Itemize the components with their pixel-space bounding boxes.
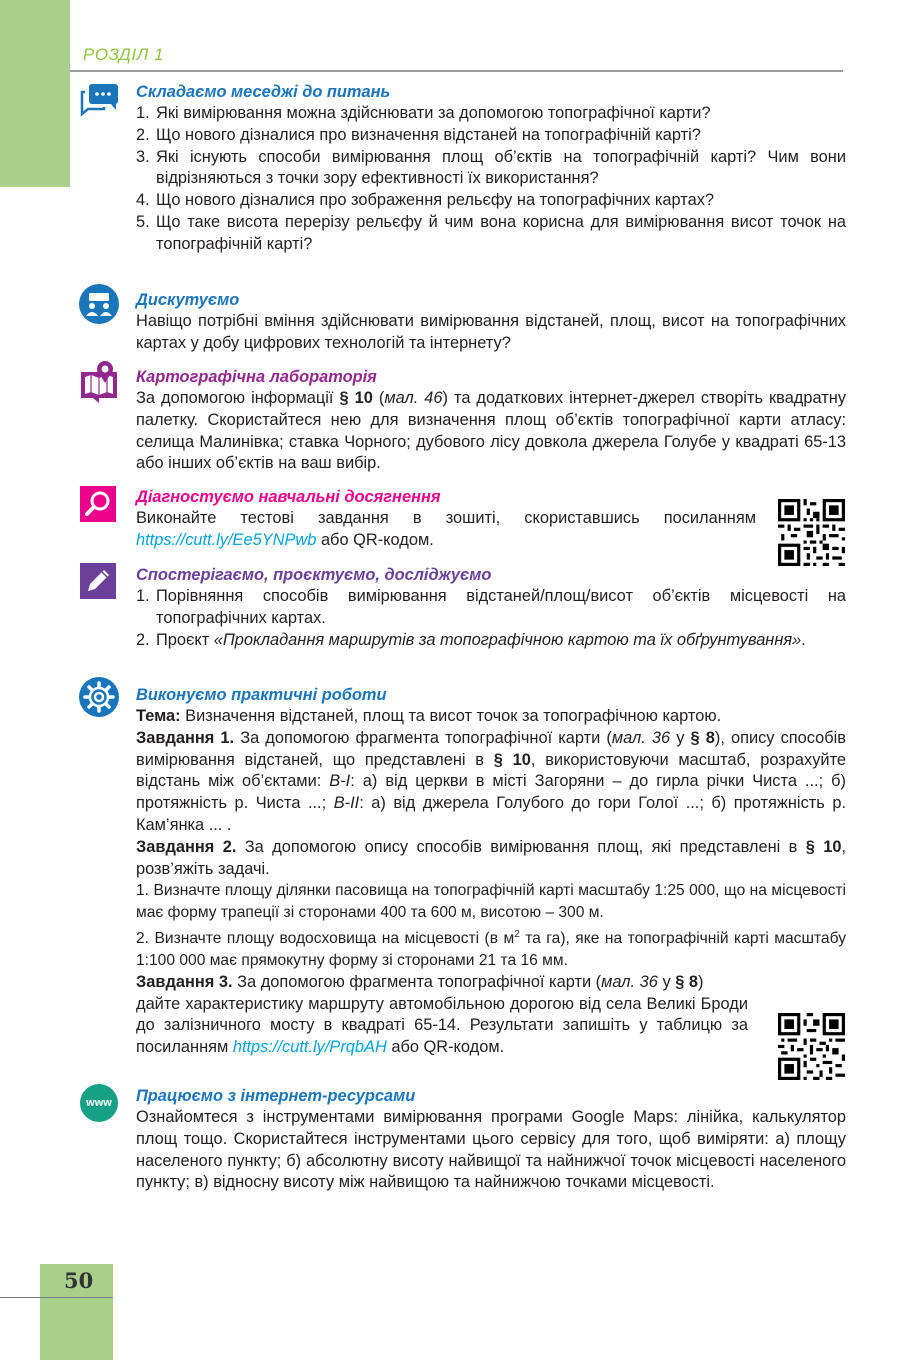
list-item xyxy=(136,586,846,630)
section-title-lab: Картографічна лабораторія xyxy=(136,368,377,386)
item-text: Порівняння способів вимірювання відстаней/площ/висот об’єктів місцевості на топографічних картах. xyxy=(156,587,846,627)
item-number: 2. xyxy=(136,630,150,649)
observe-list xyxy=(136,586,846,651)
paragraph-ref: § 10 xyxy=(805,837,842,856)
figure-ref: мал. 36 xyxy=(601,972,658,991)
item-number: 4. xyxy=(136,191,150,210)
item-text: Що нового дізналися про визначення відстаней на топографічній карті? xyxy=(156,125,701,144)
text-run: та га), яке на топографічній карті масштабу 1:100 000 має прямокутну форму зі сторонами 21 та 16 мм. xyxy=(136,930,846,969)
text-run: За допомогою фрагмента топографічної карти ( xyxy=(232,972,602,991)
task3-intro xyxy=(136,972,846,994)
questions-list xyxy=(136,103,846,256)
text-run: За допомогою фрагмента топографічної карти ( xyxy=(234,728,612,747)
text-run: : а) від церкви в місті Загоряни – до гирла річки Чиста ...; б) протяжність р. Чиста ...; xyxy=(136,772,846,813)
paragraph-ref: § 10 xyxy=(339,389,373,407)
text-run: у xyxy=(670,728,691,747)
superscript: 2 xyxy=(514,928,520,940)
section-title-messages: Складаємо меседжі до питань xyxy=(136,83,391,101)
section-messages xyxy=(136,82,846,256)
item-text: . xyxy=(801,630,806,649)
text-run: За допомогою опису способів вимірювання площ, які представлені в xyxy=(236,837,806,856)
chat-bubble-icon xyxy=(80,82,120,118)
qr-code-diagnose xyxy=(778,499,845,566)
section-observe xyxy=(136,565,846,651)
figure-ref: мал. 36 xyxy=(611,728,671,747)
item-text: Які існують способи вимірювання площ об’єктів на топографічній карті? Чим вони відрізняються з точки зору ефективності їх використання? xyxy=(156,147,846,188)
section-label: РОЗДІЛ 1 xyxy=(83,45,164,64)
section-discuss xyxy=(136,290,846,355)
item-number: 3. xyxy=(136,147,150,166)
text-run: , розв’яжіть задачі. xyxy=(136,837,846,878)
diagnose-text xyxy=(136,508,756,552)
discuss-text: Навіщо потрібні вміння здійснювати вимірювання відстаней, площ, висот на топографічних картах у добу цифрових технологій та інтернету? xyxy=(136,312,846,352)
practice-topic xyxy=(136,706,846,728)
list-item xyxy=(136,147,846,191)
text-run: 2. Визначте площу водосховища на місцевості (в м xyxy=(136,930,515,948)
item-text: Що таке висота перерізу рельєфу й чим вона корисна для вимірювання висот точок на топографічній карті? xyxy=(156,212,846,253)
task-label: Завдання 1. xyxy=(136,728,235,747)
list-item xyxy=(136,125,846,147)
item-number: 1. xyxy=(136,587,150,605)
text-run: ) xyxy=(698,972,704,991)
www-icon xyxy=(80,1084,118,1122)
page-number: 50 xyxy=(64,1268,94,1293)
section-lab xyxy=(136,367,846,475)
text-run: , використовуючи масштаб, розрахуйте відстань між об’єктами: xyxy=(136,750,847,791)
task2-problem-2 xyxy=(136,924,846,972)
header-divider xyxy=(70,70,843,72)
section-practice xyxy=(136,685,846,1059)
topic-label: Тема: xyxy=(136,707,181,725)
text-run: ) та додаткових інтернет-джерел створіть квадратну палетку. Скористайтеся нею для визначення площ об’єктів топографічної карти атласу: селища Малинівка; ставка Чорного; дубового лісу довкола джерела Голубе у квадраті 65-13 або інших об’єктів на ваш вибір. xyxy=(136,389,846,473)
task1-text xyxy=(136,728,846,837)
list-item xyxy=(136,190,846,212)
section-title-practice: Виконуємо практичні роботи xyxy=(136,686,387,704)
paragraph-ref: § 8 xyxy=(675,972,698,991)
project-title: «Прокладання маршрутів за топографічною картою та їх обґрунтування» xyxy=(213,630,802,649)
task-label: Завдання 3. xyxy=(136,972,233,991)
section-title-diagnose: Діагностуємо навчальні досягнення xyxy=(136,488,441,506)
list-item xyxy=(136,103,846,125)
section-title-internet: Працюємо з інтернет-ресурсами xyxy=(136,1087,416,1105)
text-run: дайте характеристику маршруту автомобільною дорогою від села Великі Броди до залізничного мосту в квадраті 65-14. Результати запишіть у таблицю за посиланням xyxy=(136,994,748,1057)
pencil-icon xyxy=(80,563,116,599)
item-text: Проєкт xyxy=(156,630,214,649)
figure-ref: мал. 46 xyxy=(384,389,443,407)
sidebar-green-top xyxy=(0,0,70,187)
text-run: або QR-кодом. xyxy=(316,530,434,549)
item-number: 2. xyxy=(136,125,150,144)
lab-text xyxy=(136,388,846,475)
discussion-group-icon xyxy=(79,284,119,324)
section-title-discuss: Дискутуємо xyxy=(136,291,240,309)
item-number: 5. xyxy=(136,212,150,231)
text-run: ), опису способів вимірювання відстаней, що представлені в xyxy=(136,728,847,769)
task-label: Завдання 2. xyxy=(136,837,237,856)
magnifier-icon xyxy=(80,486,116,522)
paragraph-ref: § 10 xyxy=(493,750,531,769)
internet-text: Ознайомтеся з інструментами вимірювання програми Google Maps: лінійка, калькулятор площ тощо. Скористайтеся інструментами цього сервісу для того, щоб виміряти: а) площу населеного пункту; б) абсолютну висоту найвищої та найнижчої точок місцевості населеного пункту; в) відносну висоту між найвищою та найнижчою точками місцевості. xyxy=(136,1108,846,1192)
footer-divider xyxy=(0,1297,113,1298)
text-run: За допомогою інформації xyxy=(136,389,340,407)
task2-text xyxy=(136,837,846,881)
list-item xyxy=(136,630,846,652)
task2-problem-1: 1. Визначте площу ділянки пасовища на топографічній карті масштабу 1:25 000, що на місцевості має форму трапеції зі сторонами 400 та 600 м, висотою – 300 м. xyxy=(136,882,846,922)
list-item xyxy=(136,212,846,256)
variant-label: В-ІІ xyxy=(333,794,360,813)
topic-text: Визначення відстаней, площ та висот точок за топографічною картою. xyxy=(180,707,722,725)
text-run: : а) від джерела Голубого до гори Голої ...; б) протяжність р. Кам’янка ... . xyxy=(136,794,846,834)
map-pin-icon xyxy=(79,359,121,403)
paragraph-ref: § 8 xyxy=(690,728,715,747)
variant-label: В-І xyxy=(329,772,351,791)
text-run: у xyxy=(657,972,676,991)
test-link[interactable]: https://cutt.ly/Ee5YNPwb xyxy=(136,530,317,549)
www-icon-label: www xyxy=(86,1097,112,1109)
item-number: 1. xyxy=(136,104,150,122)
section-title-observe: Спостерігаємо, проєктуємо, досліджуємо xyxy=(136,566,492,584)
text-run: Виконайте тестові завдання в зошиті, скориставшись посиланням xyxy=(136,509,756,527)
gear-icon xyxy=(79,677,119,717)
item-text: Які вимірювання можна здійснювати за допомогою топографічної карти? xyxy=(156,104,711,122)
text-run: або QR-кодом. xyxy=(386,1038,505,1057)
section-internet xyxy=(136,1086,846,1194)
section-diagnose xyxy=(136,487,756,552)
task3-text xyxy=(136,994,748,1059)
table-link[interactable]: https://cutt.ly/PrqbAH xyxy=(232,1038,387,1057)
item-text: Що нового дізналися про зображення рельєфу на топографічних картах? xyxy=(156,191,715,210)
text-run: ( xyxy=(372,389,385,407)
